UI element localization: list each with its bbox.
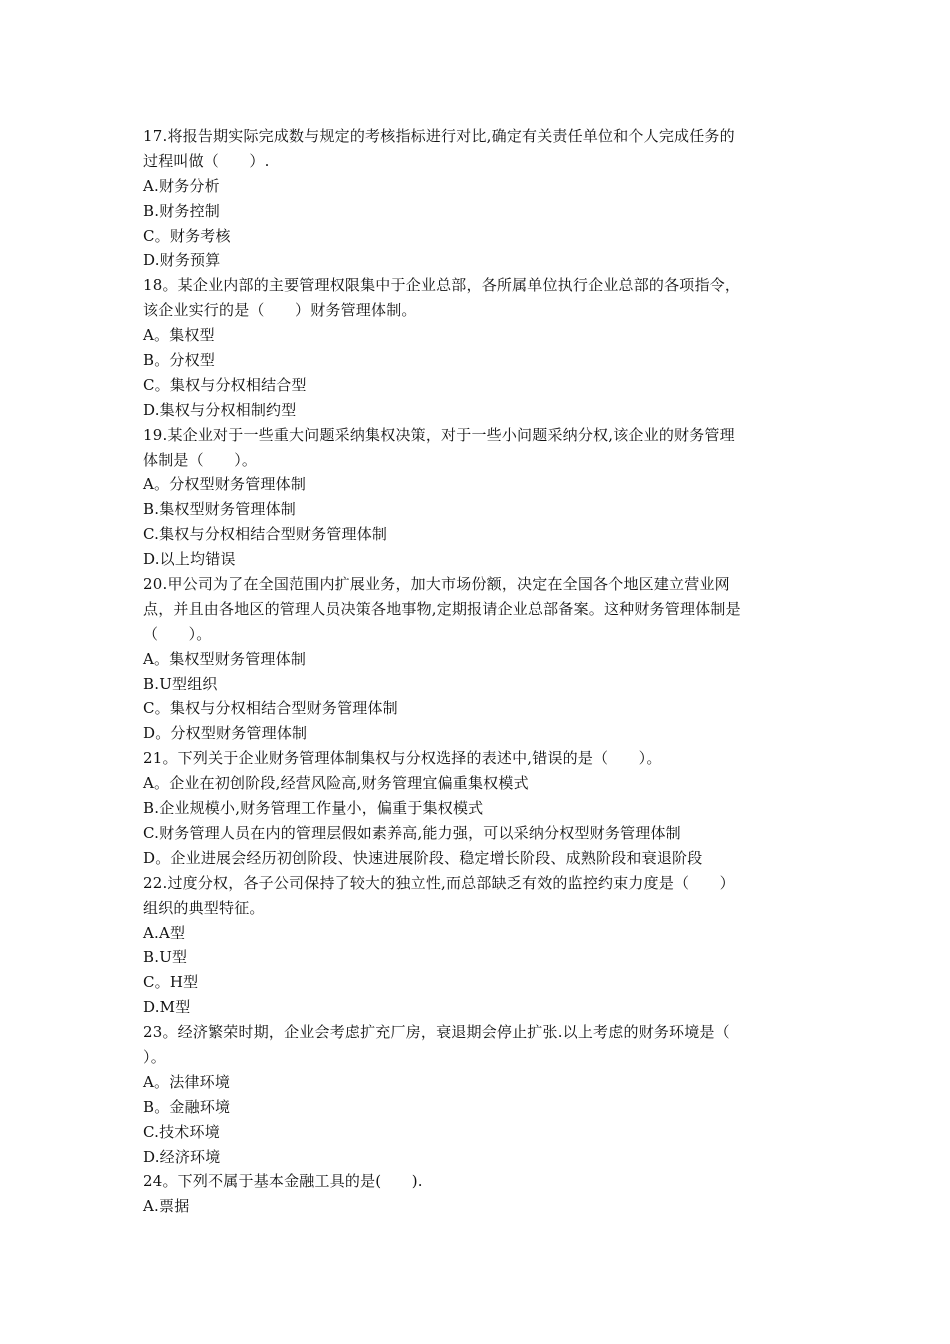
question-23: [143, 1020, 811, 1169]
question-text-line: 20.甲公司为了在全国范围内扩展业务，加大市场份额，决定在全国各个地区建立营业网: [143, 575, 730, 594]
question-24: [143, 1169, 811, 1219]
option-b: B.企业规模小,财务管理工作量小，偏重于集权模式: [143, 799, 484, 818]
option-d: D.经济环境: [143, 1147, 221, 1166]
question-text-line: 18。某企业内部的主要管理权限集中于企业总部，各所属单位执行企业总部的各项指令，: [143, 276, 741, 295]
option-c: C.财务管理人员在内的管理层假如素养高,能力强，可以采纳分权型财务管理体制: [143, 823, 681, 842]
question-text-line: 23。经济繁荣时期，企业会考虑扩充厂房，衰退期会停止扩张.以上考虑的财务环境是（: [143, 1023, 730, 1042]
option-d: D。企业进展会经历初创阶段、快速进展阶段、稳定增长阶段、成熟阶段和衰退阶段: [143, 848, 703, 867]
question-text-line: 该企业实行的是（ ）财务管理体制。: [143, 301, 417, 320]
option-c: C。财务考核: [143, 226, 231, 245]
option-a: A。集权型: [143, 326, 215, 345]
question-text-line: 组织的典型特征。: [143, 898, 265, 917]
option-b: B.财务控制: [143, 201, 220, 220]
option-c: C。集权与分权相结合型财务管理体制: [143, 699, 398, 718]
option-a: A。分权型财务管理体制: [143, 475, 307, 494]
document-page: [143, 124, 811, 1219]
option-c: C.集权与分权相结合型财务管理体制: [143, 525, 388, 544]
question-text-line: 点，并且由各地区的管理人员决策各地事物,定期报请企业总部备案。这种财务管理体制是: [143, 599, 741, 618]
option-c: C。H型: [143, 973, 199, 992]
question-text-line: 21。下列关于企业财务管理体制集权与分权选择的表述中,错误的是（ ）。: [143, 749, 662, 768]
question-text-line: 过程叫做（ ）.: [143, 151, 270, 170]
question-18: [143, 273, 811, 422]
option-a: A.财务分析: [143, 176, 220, 195]
question-text-line: （ ）。: [143, 624, 212, 643]
option-b: B.U型: [143, 948, 188, 967]
option-a: A.A型: [143, 923, 186, 942]
option-d: D.M型: [143, 998, 191, 1017]
question-text-line: ）。: [143, 1047, 166, 1066]
option-d: D.集权与分权相制约型: [143, 400, 297, 419]
question-text-line: 19.某企业对于一些重大问题采纳集权决策，对于一些小问题采纳分权,该企业的财务管理: [143, 425, 735, 444]
question-text-line: 17.将报告期实际完成数与规定的考核指标进行对比,确定有关责任单位和个人完成任务的: [143, 127, 735, 145]
question-22: [143, 871, 811, 1020]
question-17: [143, 124, 811, 273]
option-b: B。金融环境: [143, 1097, 231, 1116]
option-a: A。企业在初创阶段,经营风险高,财务管理宜偏重集权模式: [143, 774, 529, 793]
option-c: C.技术环境: [143, 1122, 220, 1141]
option-b: B。分权型: [143, 351, 216, 370]
question-19: [143, 423, 811, 572]
option-a: A。集权型财务管理体制: [143, 649, 307, 668]
option-d: D.财务预算: [143, 251, 221, 270]
option-d: D。分权型财务管理体制: [143, 724, 308, 743]
option-b: B.U型组织: [143, 674, 218, 693]
option-a: A.票据: [143, 1197, 190, 1216]
option-d: D.以上均错误: [143, 550, 236, 569]
question-20: [143, 572, 811, 746]
question-text-line: 24。下列不属于基本金融工具的是( ).: [143, 1172, 423, 1191]
option-c: C。集权与分权相结合型: [143, 375, 307, 394]
question-text-line: 体制是（ ）。: [143, 450, 258, 469]
question-text-line: 22.过度分权，各子公司保持了较大的独立性,而总部缺乏有效的监控约束力度是（ ）: [143, 873, 735, 892]
option-b: B.集权型财务管理体制: [143, 500, 296, 519]
option-a: A。法律环境: [143, 1072, 231, 1091]
question-21: [143, 746, 811, 870]
